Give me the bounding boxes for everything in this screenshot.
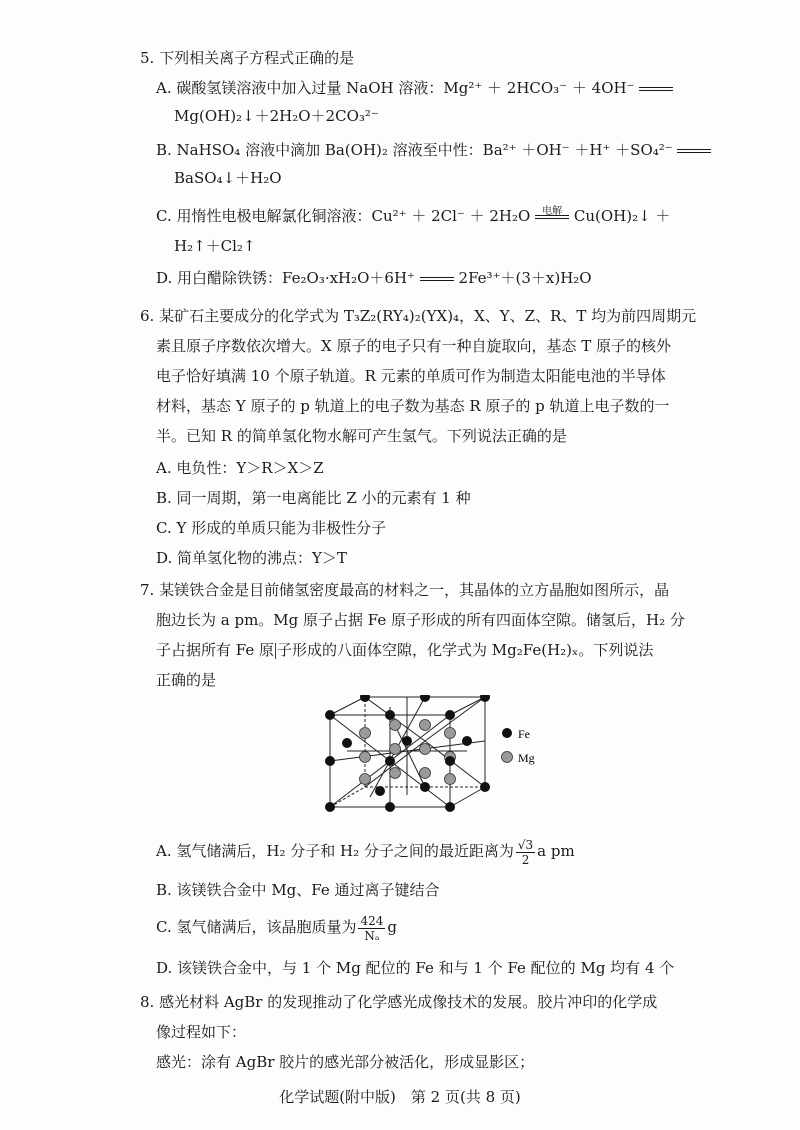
q5-option-a-text: A. 碳酸氢镁溶液中加入过量 NaOH 溶液： xyxy=(156,79,444,97)
q5-option-c-products: Cu(OH)₂↓ ＋ xyxy=(573,207,671,225)
q5-option-b-line2: BaSO₄↓＋H₂O xyxy=(174,169,282,187)
q7-option-a-unit: a pm xyxy=(537,842,575,860)
q5-option-b-text: B. NaHSO₄ 溶液中滴加 Ba(OH)₂ 溶液至中性： xyxy=(156,141,483,159)
fraction-denominator: Nₐ xyxy=(364,928,380,943)
fe-legend-label: Fe xyxy=(518,727,530,741)
q7-option-c-unit: g xyxy=(387,918,397,936)
q7-stem-line4: 正确的是 xyxy=(156,671,217,689)
q6-stem-line1: 6. 某矿石主要成分的化学式为 T₃Z₂(RY₄)₂(YX)₄，X、Y、Z、R、T 均为前四周期元 xyxy=(140,307,697,325)
q7-stem-line3-part2: 子形成的八面体空隙，化学式为 Mg₂Fe(H₂)ₓ。下列说法 xyxy=(277,641,654,659)
q8-stem-line2: 像过程如下： xyxy=(156,1023,247,1041)
fraction-numerator: 424 xyxy=(360,913,384,928)
q8-stem-line1: 8. 感光材料 AgBr 的发现推动了化学感光成像技术的发展。胶片冲印的化学成 xyxy=(140,993,658,1011)
mg-legend-marker xyxy=(502,752,513,763)
q5-option-c-text: C. 用惰性电极电解氯化铜溶液：Cu²⁺ ＋ 2Cl⁻ ＋ 2H₂O xyxy=(156,207,531,225)
q7-stem-line1: 7. 某镁铁合金是目前储氢密度最高的材料之一，其晶体的立方晶胞如图所示，晶 xyxy=(140,581,670,599)
q8-stem-line3: 感光：涂有 AgBr 胶片的感光部分被活化，形成显影区； xyxy=(156,1053,535,1071)
q7-stem-line3-part1: 子占据所有 Fe 原 xyxy=(156,641,275,659)
q5-option-d xyxy=(156,268,592,288)
electrolysis-condition: 电解 xyxy=(542,206,563,217)
fraction-denominator: 2 xyxy=(521,852,530,867)
q6-option-d: D. 简单氢化物的沸点：Y＞T xyxy=(156,549,347,567)
q7-stem-line2: 胞边长为 a pm。Mg 原子占据 Fe 原子形成的所有四面体空隙。储氢后，H₂ 分 xyxy=(156,611,685,629)
q7-option-a xyxy=(156,836,575,867)
q5-option-c-line1 xyxy=(156,206,670,226)
equals-arrow-icon xyxy=(677,149,711,153)
q6-stem-line4: 材料，基态 Y 原子的 p 轨道上的电子数为基态 R 原子的 p 轨道上电子数的一 xyxy=(156,397,670,415)
q5-option-a-line1 xyxy=(156,78,673,98)
q7-option-b: B. 该镁铁合金中 Mg、Fe 通过离子键结合 xyxy=(156,881,440,899)
q7-option-c xyxy=(156,912,397,943)
q5-option-c-line2: H₂↑＋Cl₂↑ xyxy=(174,237,256,255)
q6-option-c: C. Y 形成的单质只能为非极性分子 xyxy=(156,519,387,537)
equals-arrow-icon xyxy=(639,87,673,91)
text-cursor xyxy=(275,643,276,659)
mg-legend-label: Mg xyxy=(518,751,535,765)
q6-option-a: A. 电负性：Y＞R＞X＞Z xyxy=(156,459,324,477)
q5-option-b-equation: Ba²⁺ ＋OH⁻ ＋H⁺ ＋SO₄²⁻ xyxy=(482,141,673,159)
q6-stem-line3: 电子恰好填满 10 个原子轨道。R 元素的单质可作为制造太阳能电池的半导体 xyxy=(156,367,666,385)
q6-option-b: B. 同一周期，第一电离能比 Z 小的元素有 1 种 xyxy=(156,489,471,507)
fraction-numerator: √3 xyxy=(517,837,534,852)
q5-option-d-reactants: D. 用白醋除铁锈：Fe₂O₃·xH₂O＋6H⁺ xyxy=(156,269,415,287)
q6-stem-line5: 半。已知 R 的简单氢化物水解可产生氢气。下列说法正确的是 xyxy=(156,427,567,445)
q7-option-a-text: A. 氢气储满后，H₂ 分子和 H₂ 分子之间的最近距离为 xyxy=(156,842,514,860)
q5-stem: 5. 下列相关离子方程式正确的是 xyxy=(140,49,355,67)
electrolysis-arrow-icon xyxy=(535,206,569,219)
fraction-sqrt3-over-2 xyxy=(516,838,535,867)
q7-option-d: D. 该镁铁合金中，与 1 个 Mg 配位的 Fe 和与 1 个 Fe 配位的 Mg 均有 4 个 xyxy=(156,959,675,977)
q6-stem-line2: 素且原子序数依次增大。X 原子的电子只有一种自旋取向，基态 T 原子的核外 xyxy=(156,337,671,355)
q5-option-d-products: 2Fe³⁺＋(3＋x)H₂O xyxy=(458,269,592,287)
crystal-cell-figure xyxy=(325,695,555,820)
equals-arrow-icon xyxy=(420,277,454,281)
fraction-424-over-na xyxy=(358,914,385,943)
q5-option-a-equation: Mg²⁺ ＋ 2HCO₃⁻ ＋ 4OH⁻ xyxy=(443,79,635,97)
fe-legend-marker xyxy=(502,728,512,738)
page-footer: 化学试题(附中版) 第 2 页(共 8 页) xyxy=(279,1088,521,1106)
q5-option-a-line2: Mg(OH)₂↓＋2H₂O＋2CO₃²⁻ xyxy=(174,107,379,125)
q7-option-c-text: C. 氢气储满后，该晶胞质量为 xyxy=(156,918,357,936)
q5-option-b-line1 xyxy=(156,140,711,160)
q7-stem-line3 xyxy=(156,640,653,660)
